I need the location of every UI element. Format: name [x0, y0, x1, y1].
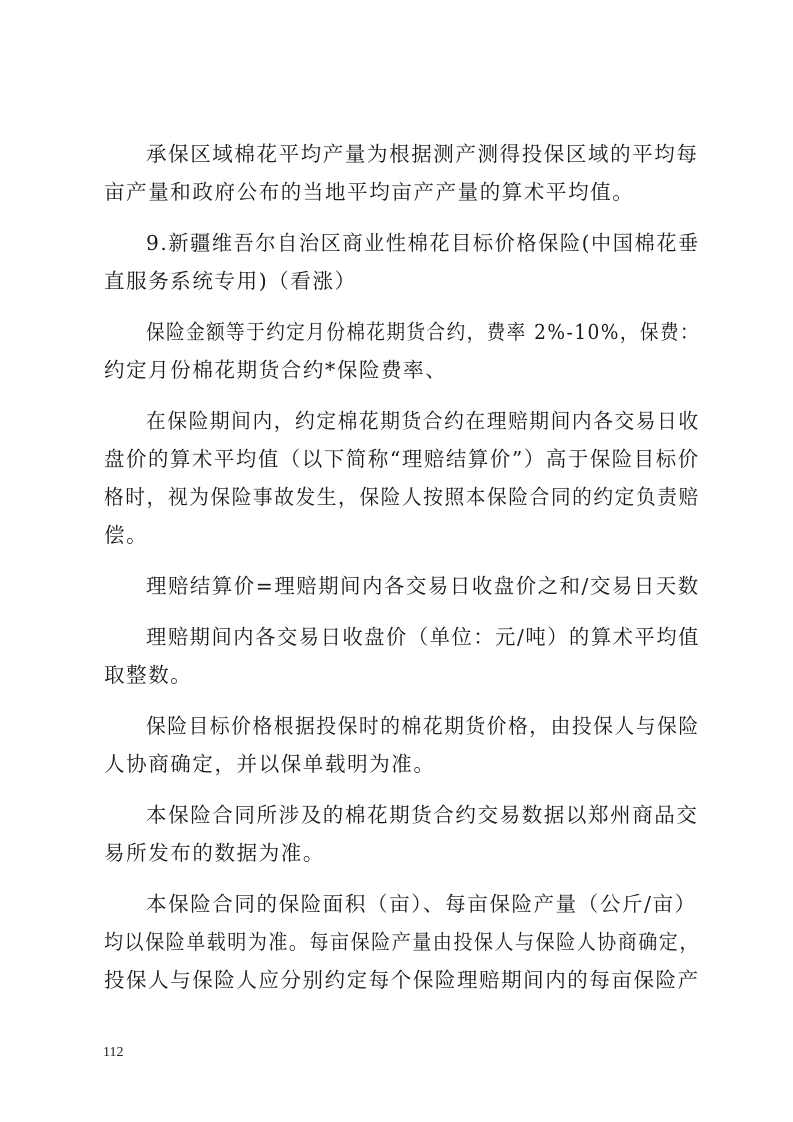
paragraph-9-line-3: 投保人与保险人应分别约定每个保险理赔期间内的每亩保险产	[104, 968, 700, 992]
paragraph-7-line-2: 人协商确定，并以保单载明为准。	[104, 752, 436, 776]
paragraph-6-line-2: 取整数。	[104, 663, 193, 687]
paragraph-4-line-1: 在保险期间内，约定棉花期货合约在理赔期间内各交易日收	[146, 409, 700, 433]
page-number: 112	[103, 1045, 124, 1060]
paragraph-8-line-1: 本保险合同所涉及的棉花期货合约交易数据以郑州商品交	[146, 803, 699, 827]
paragraph-4-line-2: 盘价的算术平均值（以下简称“理赔结算价”）高于保险目标价	[104, 447, 700, 471]
paragraph-1-line-2: 亩产量和政府公布的当地平均亩产产量的算术平均值。	[104, 180, 635, 204]
paragraph-2-line-2: 直服务系统专用)（看涨）	[104, 269, 357, 293]
paragraph-4-line-4: 偿。	[104, 523, 149, 547]
paragraph-9-line-1: 本保险合同的保险面积（亩）、每亩保险产量（公斤/亩）	[146, 892, 697, 916]
paragraph-7-line-1: 保险目标价格根据投保时的棉花期货价格，由投保人与保险	[146, 714, 700, 738]
paragraph-1-line-1: 承保区域棉花平均产量为根据测产测得投保区域的平均每	[146, 142, 699, 166]
paragraph-6-line-1: 理赔期间内各交易日收盘价（单位：元/吨）的算术平均值	[146, 625, 701, 649]
paragraph-8-line-2: 易所发布的数据为准。	[104, 841, 325, 865]
paragraph-2-line-1: 9.新疆维吾尔自治区商业性棉花目标价格保险(中国棉花垂	[146, 231, 700, 255]
paragraph-3-line-1: 保险金额等于约定月份棉花期货合约，费率 2%-10%，保费：	[146, 320, 701, 344]
paragraph-9-line-2: 均以保险单载明为准。每亩保险产量由投保人与保险人协商确定，	[104, 930, 700, 954]
paragraph-5-line-1: 理赔结算价=理赔期间内各交易日收盘价之和/交易日天数	[146, 574, 700, 598]
paragraph-3-line-2: 约定月份棉花期货合约*保险费率、	[104, 358, 448, 382]
paragraph-4-line-3: 格时，视为保险事故发生，保险人按照本保险合同的约定负责赔	[104, 485, 700, 509]
